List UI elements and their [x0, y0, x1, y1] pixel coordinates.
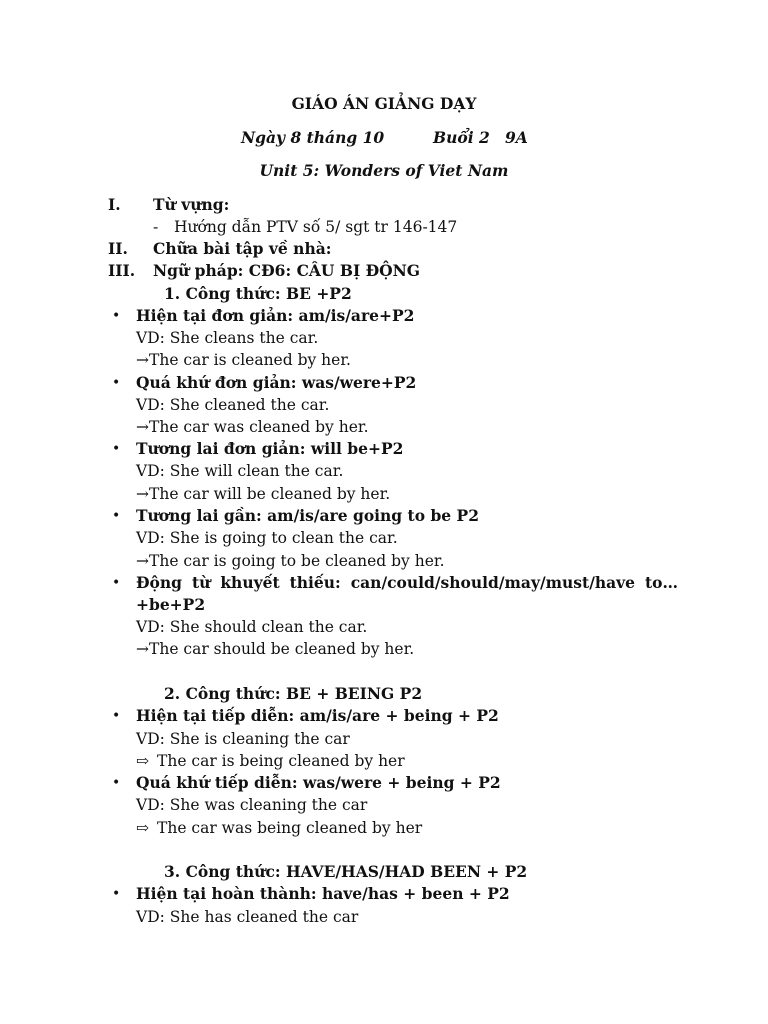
passive-result: ⇨ The car is being cleaned by her: [136, 752, 405, 770]
bullet-icon: •: [112, 308, 121, 324]
vocab-dash: -: [153, 218, 159, 236]
bullet-icon: •: [112, 441, 121, 457]
example-sentence: VD: She is cleaning the car: [136, 730, 350, 748]
arrow-icon: →: [136, 485, 149, 503]
rule-heading: Động từ khuyết thiếu: can/could/should/may/must/have to…: [136, 573, 678, 592]
example-sentence: VD: She has cleaned the car: [136, 908, 359, 926]
document-title: GIÁO ÁN GIẢNG DẠY: [291, 94, 477, 113]
section-2-number: II.: [108, 239, 128, 258]
rule-heading: Hiện tại hoàn thành: have/has + been + P2: [136, 884, 510, 903]
bullet-icon: •: [112, 508, 121, 524]
arrow-icon: →: [136, 552, 149, 570]
formula-1: 1. Công thức: BE +P2: [164, 284, 352, 303]
bullet-icon: •: [112, 775, 121, 791]
date-text: Ngày 8 tháng 10: [241, 128, 385, 147]
passive-result: →The car was cleaned by her.: [136, 418, 369, 436]
arrow-icon: ⇨: [136, 819, 149, 837]
example-sentence: VD: She will clean the car.: [136, 462, 344, 480]
example-sentence: VD: She should clean the car.: [136, 618, 368, 636]
bullet-icon: •: [112, 886, 121, 902]
example-sentence: VD: She was cleaning the car: [136, 796, 368, 814]
passive-result: →The car is cleaned by her.: [136, 351, 351, 369]
class-text: 9A: [505, 128, 528, 147]
example-sentence: VD: She cleans the car.: [136, 329, 319, 347]
passive-result: →The car will be cleaned by her.: [136, 485, 391, 503]
passive-result: →The car is going to be cleaned by her.: [136, 552, 445, 570]
formula-3: 3. Công thức: HAVE/HAS/HAD BEEN + P2: [164, 862, 528, 881]
rule-heading: Tương lai đơn giản: will be+P2: [136, 439, 404, 458]
arrow-icon: ⇨: [136, 752, 149, 770]
arrow-icon: →: [136, 418, 149, 436]
session-text: Buổi 2: [433, 128, 490, 147]
section-1-number: I.: [108, 195, 121, 214]
rule-heading-continued: +be+P2: [136, 595, 206, 614]
vocab-text: Hướng dẫn PTV số 5/ sgt tr 146-147: [174, 218, 458, 236]
passive-result: ⇨ The car was being cleaned by her: [136, 819, 423, 837]
arrow-icon: →: [136, 640, 149, 658]
section-3-label: Ngữ pháp: CĐ6: CÂU BỊ ĐỘNG: [153, 261, 421, 280]
bullet-icon: •: [112, 575, 121, 591]
section-1-label: Từ vựng:: [153, 195, 230, 214]
passive-result: →The car should be cleaned by her.: [136, 640, 415, 658]
arrow-icon: →: [136, 351, 149, 369]
example-sentence: VD: She is going to clean the car.: [136, 529, 398, 547]
bullet-icon: •: [112, 708, 121, 724]
rule-heading: Hiện tại đơn giản: am/is/are+P2: [136, 306, 415, 325]
formula-2: 2. Công thức: BE + BEING P2: [164, 684, 423, 703]
rule-heading: Hiện tại tiếp diễn: am/is/are + being + P2: [136, 706, 499, 725]
rule-heading: Quá khứ đơn giản: was/were+P2: [136, 373, 417, 392]
unit-title: Unit 5: Wonders of Viet Nam: [259, 161, 509, 180]
bullet-icon: •: [112, 375, 121, 391]
section-3-number: III.: [108, 261, 136, 280]
rule-heading: Quá khứ tiếp diễn: was/were + being + P2: [136, 773, 501, 792]
section-2-label: Chữa bài tập về nhà:: [153, 239, 332, 258]
rule-heading: Tương lai gần: am/is/are going to be P2: [136, 506, 479, 525]
example-sentence: VD: She cleaned the car.: [136, 396, 330, 414]
